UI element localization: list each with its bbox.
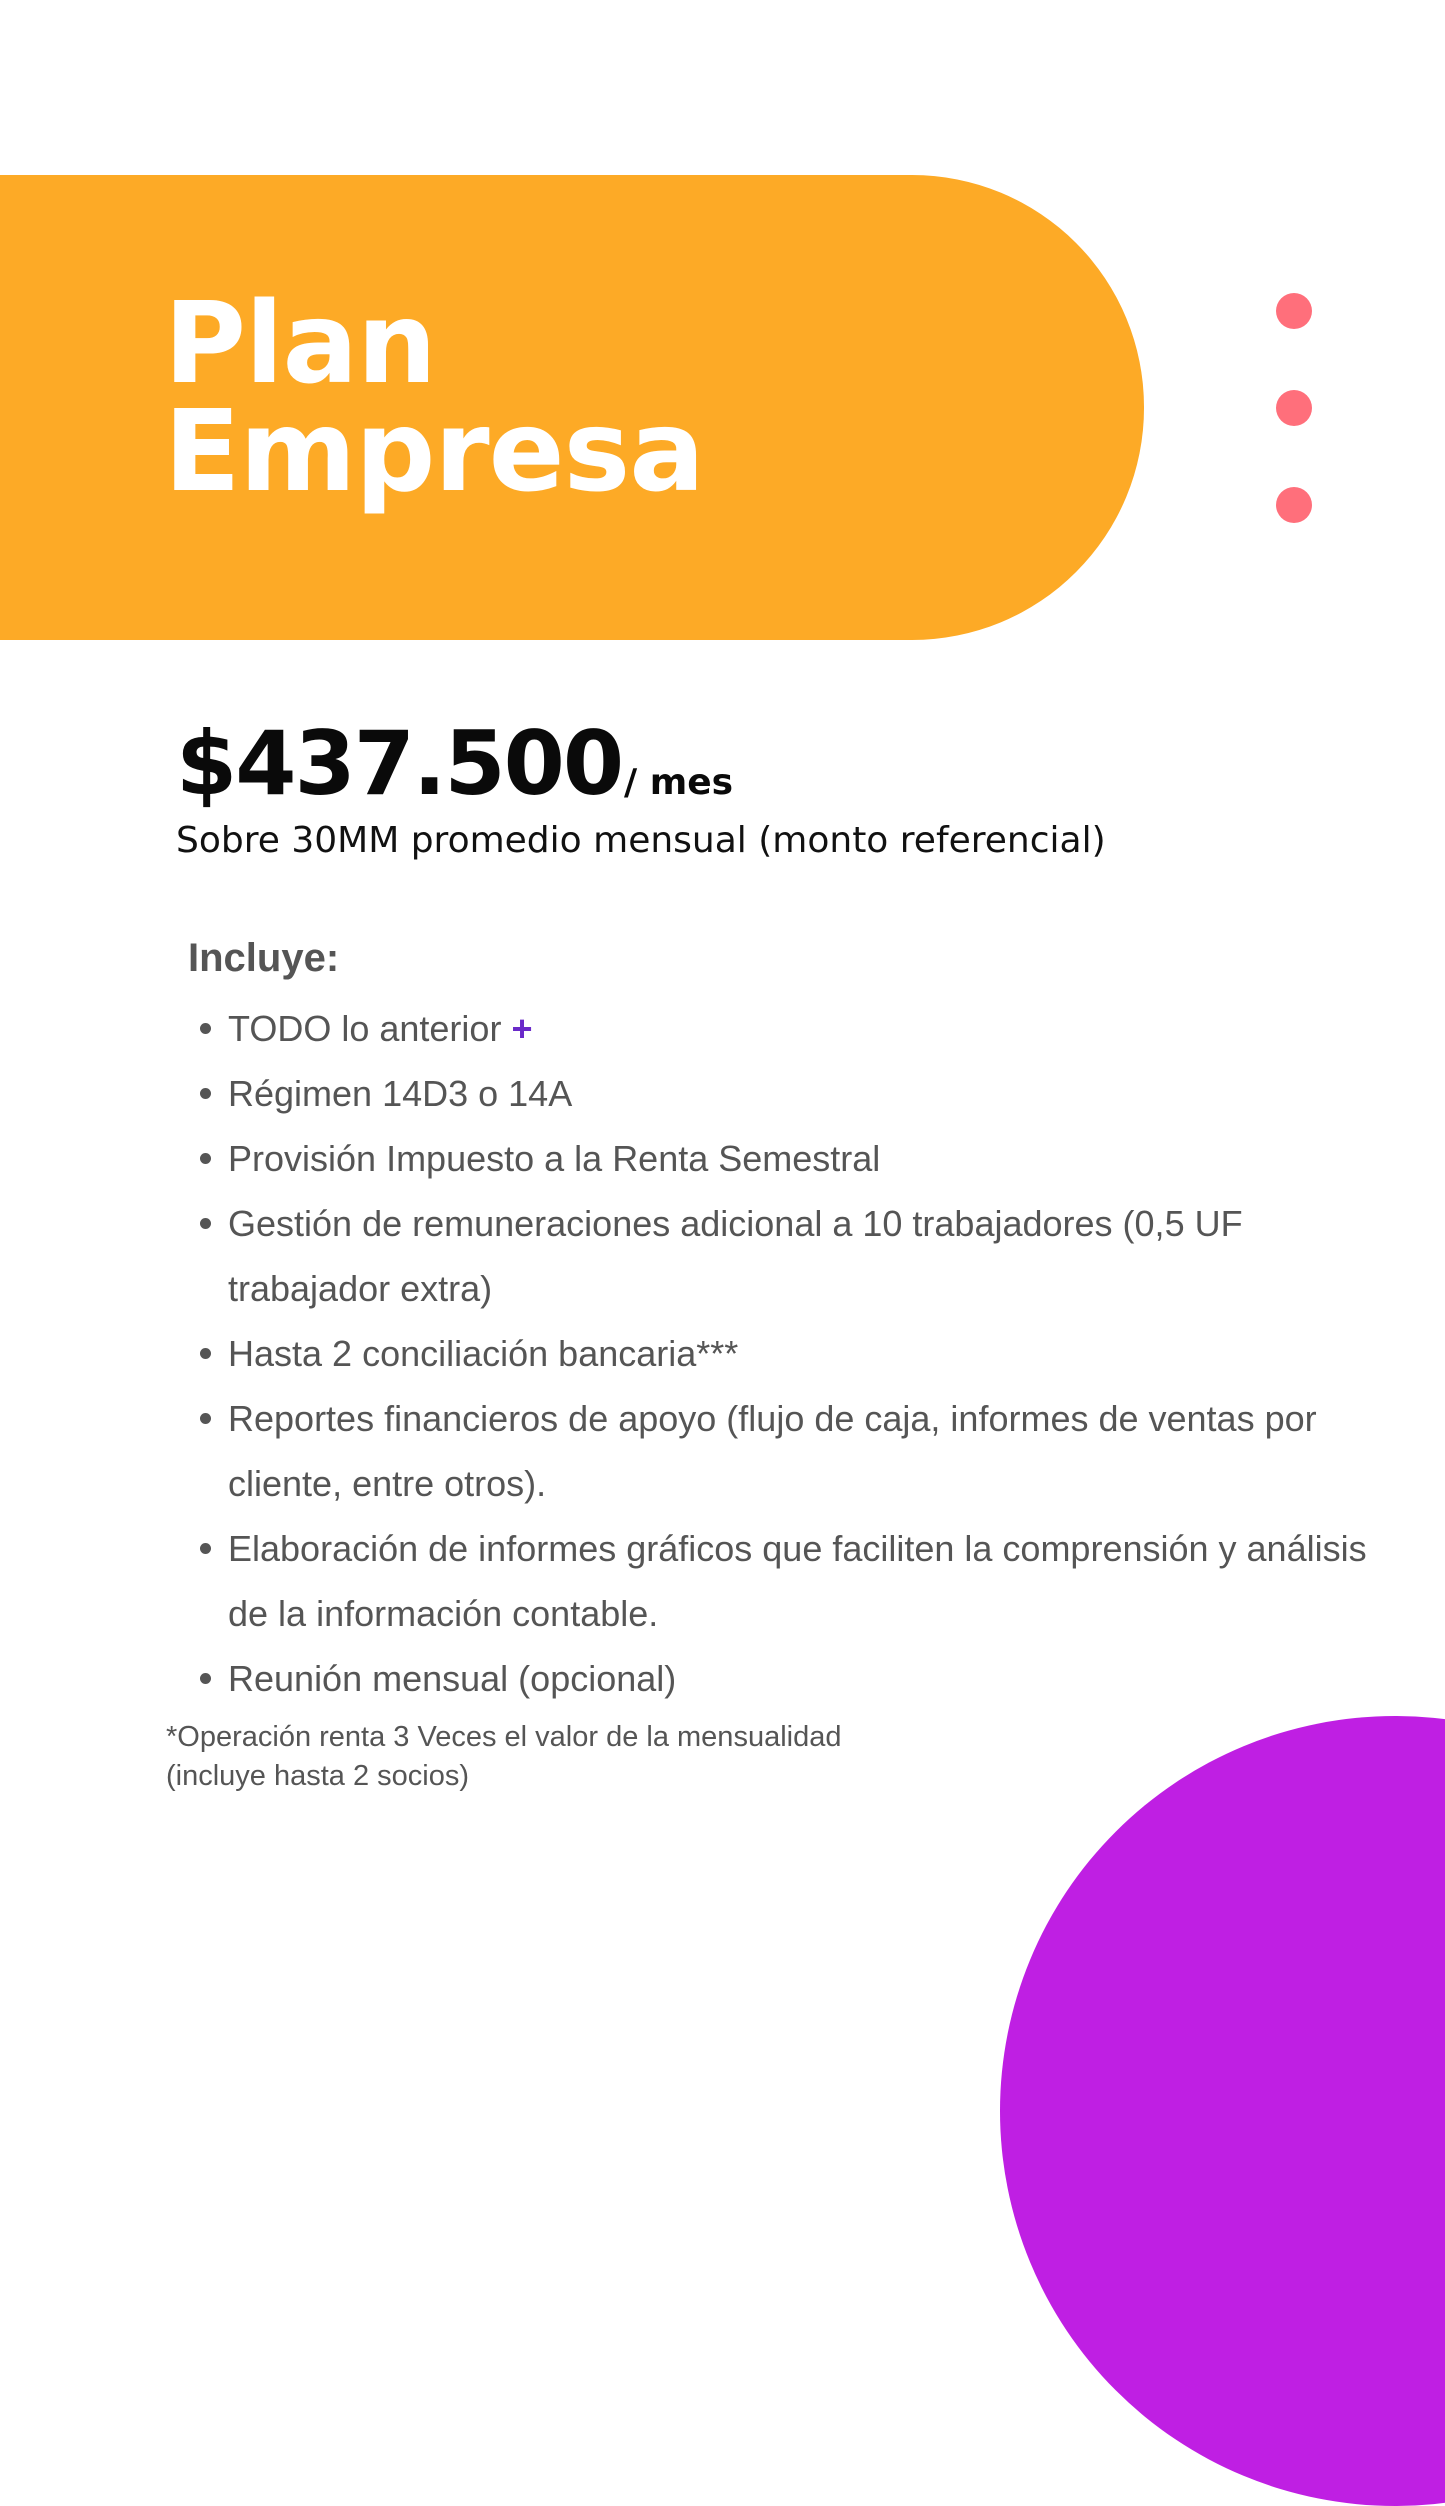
plan-title-line-1: Plan	[164, 279, 436, 409]
decorative-dots	[1276, 293, 1312, 584]
dot-icon	[1276, 390, 1312, 426]
plus-icon: +	[511, 1008, 533, 1049]
feature-item-text: TODO lo anterior	[228, 1008, 502, 1049]
footnote-line-1: *Operación renta 3 Veces el valor de la mensualidad	[166, 1721, 842, 1753]
feature-item: Provisión Impuesto a la Renta Semestral	[188, 1126, 1408, 1191]
price-amount: $437.500	[176, 712, 623, 815]
feature-item	[188, 996, 1408, 1061]
feature-item: Régimen 14D3 o 14A	[188, 1061, 1408, 1126]
price-unit: / mes	[624, 762, 734, 803]
feature-item: Reunión mensual (opcional)	[188, 1646, 1408, 1711]
footnote-line-2: (incluye hasta 2 socios)	[166, 1760, 470, 1792]
dot-icon	[1276, 293, 1312, 329]
feature-item: Reportes financieros de apoyo (flujo de caja, informes de ventas por cliente, entre otros).	[188, 1386, 1408, 1516]
feature-item: Gestión de remuneraciones adicional a 10 trabajadores (0,5 UF trabajador extra)	[188, 1191, 1408, 1321]
plan-title-line-2: Empresa	[164, 387, 704, 517]
feature-item: Elaboración de informes gráficos que faciliten la comprensión y análisis de la información contable.	[188, 1516, 1408, 1646]
plan-title	[164, 279, 704, 517]
price-note: Sobre 30MM promedio mensual (monto referencial)	[176, 820, 1106, 861]
footnote	[166, 1718, 841, 1796]
decorative-circle	[1000, 1716, 1445, 2506]
includes-section	[188, 928, 1408, 1711]
includes-heading: Incluye:	[188, 936, 340, 980]
dot-icon	[1276, 487, 1312, 523]
price	[176, 712, 733, 815]
feature-item: Hasta 2 conciliación bancaria***	[188, 1321, 1408, 1386]
feature-list	[188, 996, 1408, 1711]
